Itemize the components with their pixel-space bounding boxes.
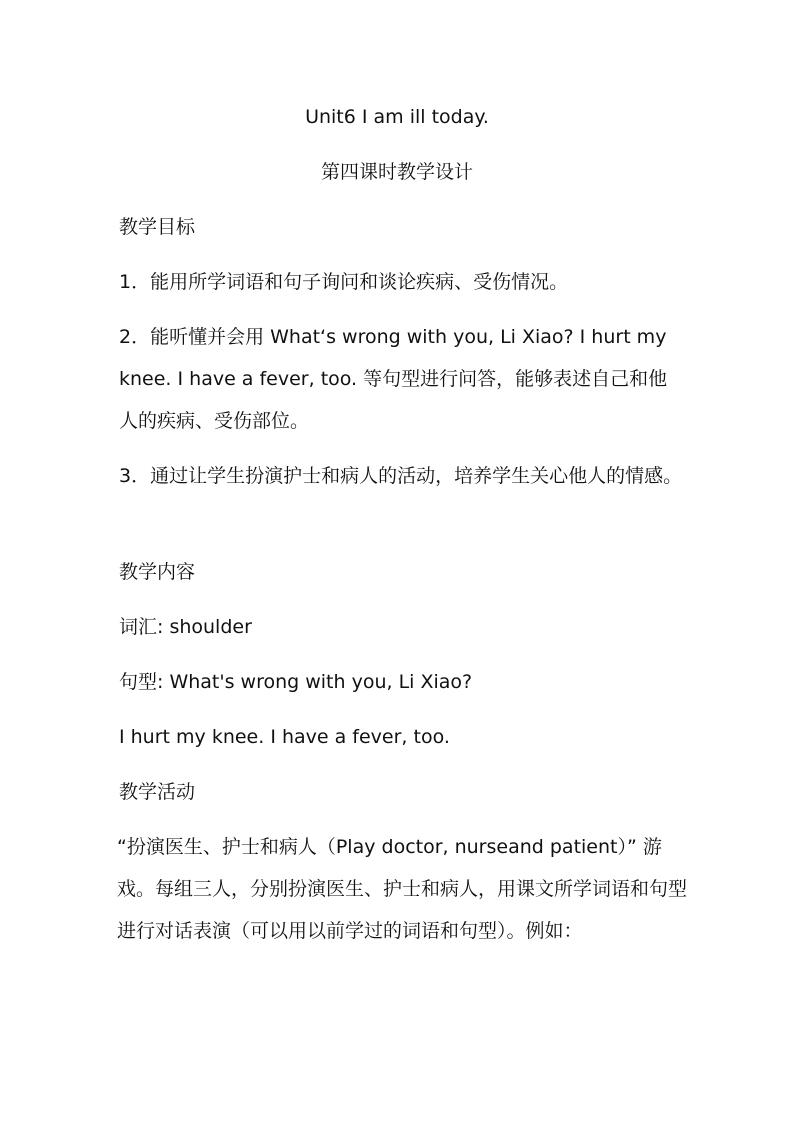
vocab-line: 词汇: shoulder <box>119 616 252 638</box>
pattern-line: 句型: What's wrong with you, Li Xiao? <box>119 671 473 693</box>
content-heading: 教学内容 <box>119 561 196 583</box>
objective-item: 3．通过让学生扮演护士和病人的活动，培养学生关心他人的情感。 <box>119 465 683 487</box>
pattern-line-2: I hurt my knee. I have a fever, too. <box>119 726 450 748</box>
document-subtitle: 第四课时教学设计 <box>320 161 473 183</box>
activity-paragraph: “扮演医生、护士和病人（Play doctor, nurseand patient）” 游戏。每组三人，分别扮演医生、护士和病人，用课文所学词语和句型进行对话表演（可以用以前学过的词语和句型）。例如： <box>117 836 688 942</box>
activity-heading: 教学活动 <box>119 781 196 803</box>
document-title: Unit6 I am ill today. <box>305 106 489 128</box>
objective-item: 1．能用所学词语和句子询问和谈论疾病、受伤情况。 <box>119 271 569 293</box>
objectives-heading: 教学目标 <box>119 216 196 238</box>
objective-item: 2．能听懂并会用 What‘s wrong with you, Li Xiao? I hurt my knee. I have a fever, too. 等句型进行问答，能够表述自己和他人的疾病、受伤部位。 <box>119 326 668 432</box>
